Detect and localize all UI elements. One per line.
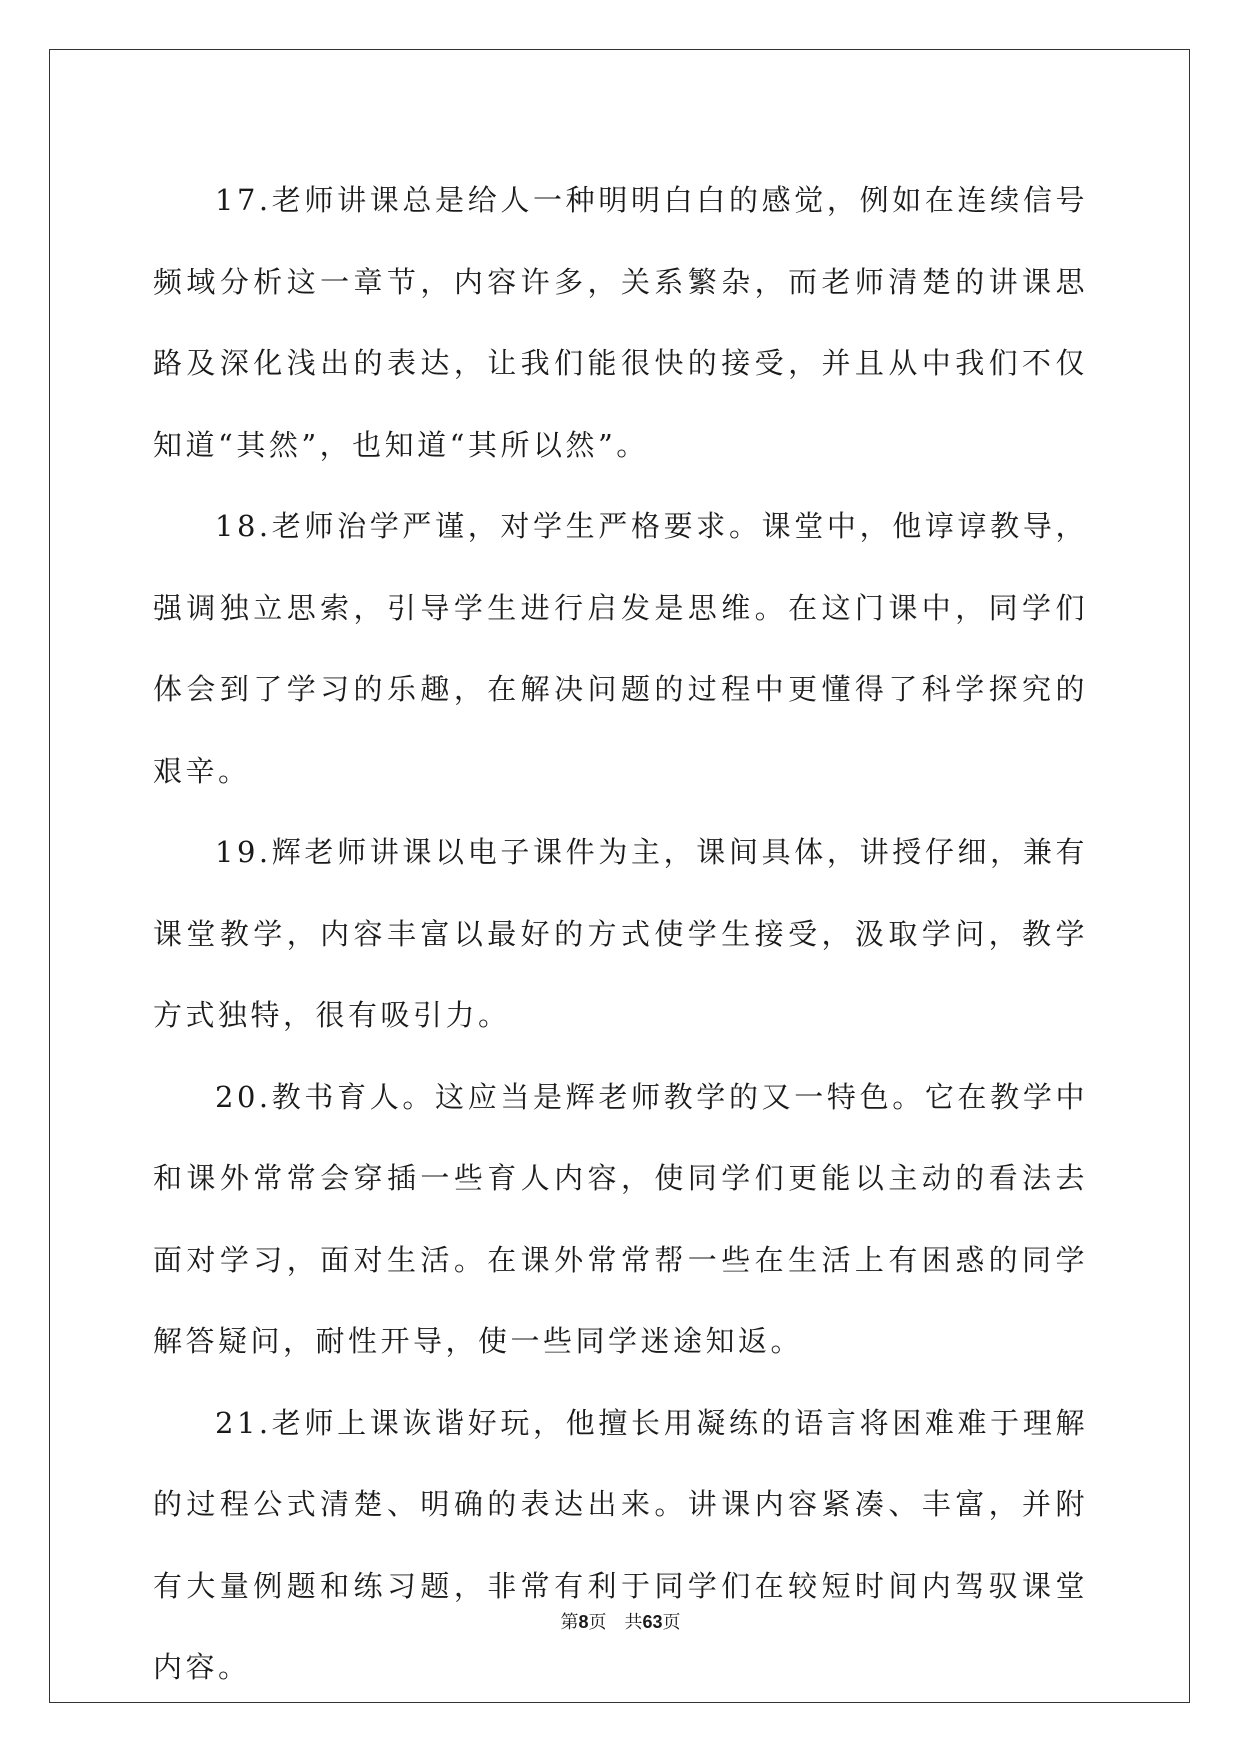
page-footer	[0, 1608, 1241, 1634]
total-pages: 63	[642, 1612, 663, 1632]
page-number: 8	[578, 1612, 589, 1632]
paragraph-21: 21.老师上课诙谐好玩，他擅长用凝练的语言将困难难于理解的过程公式清楚、明确的表达出来。讲课内容紧凑、丰富，并附有大量例题和练习题，非常有利于同学们在较短时间内驾驭课堂内容。	[153, 1405, 1088, 1684]
page-prefix: 第	[560, 1612, 579, 1633]
paragraph-19: 19.辉老师讲课以电子课件为主，课间具体，讲授仔细，兼有课堂教学，内容丰富以最好的方式使学生接受，汲取学问，教学方式独特，很有吸引力。	[153, 835, 1088, 1032]
paragraph-17: 17.老师讲课总是给人一种明明白白的感觉，例如在连续信号频域分析这一章节，内容许多，关系繁杂，而老师清楚的讲课思路及深化浅出的表达，让我们能很快的接受，并且从中我们不仅知道“其然”，也知道“其所以然”。	[153, 183, 1088, 462]
document-body	[153, 160, 1088, 1709]
total-suffix: 页	[662, 1612, 681, 1633]
paragraph-18: 18.老师治学严谨，对学生严格要求。课堂中，他谆谆教导，强调独立思索，引导学生进行启发是思维。在这门课中，同学们体会到了学习的乐趣，在解决问题的过程中更懂得了科学探究的艰辛。	[153, 509, 1088, 788]
page-suffix: 页	[588, 1612, 607, 1633]
paragraph-20: 20.教书育人。这应当是辉老师教学的又一特色。它在教学中和课外常常会穿插一些育人内容，使同学们更能以主动的看法去面对学习，面对生活。在课外常常帮一些在生活上有困惑的同学解答疑问，耐性开导，使一些同学迷途知返。	[153, 1079, 1088, 1358]
total-prefix: 共	[624, 1612, 643, 1633]
